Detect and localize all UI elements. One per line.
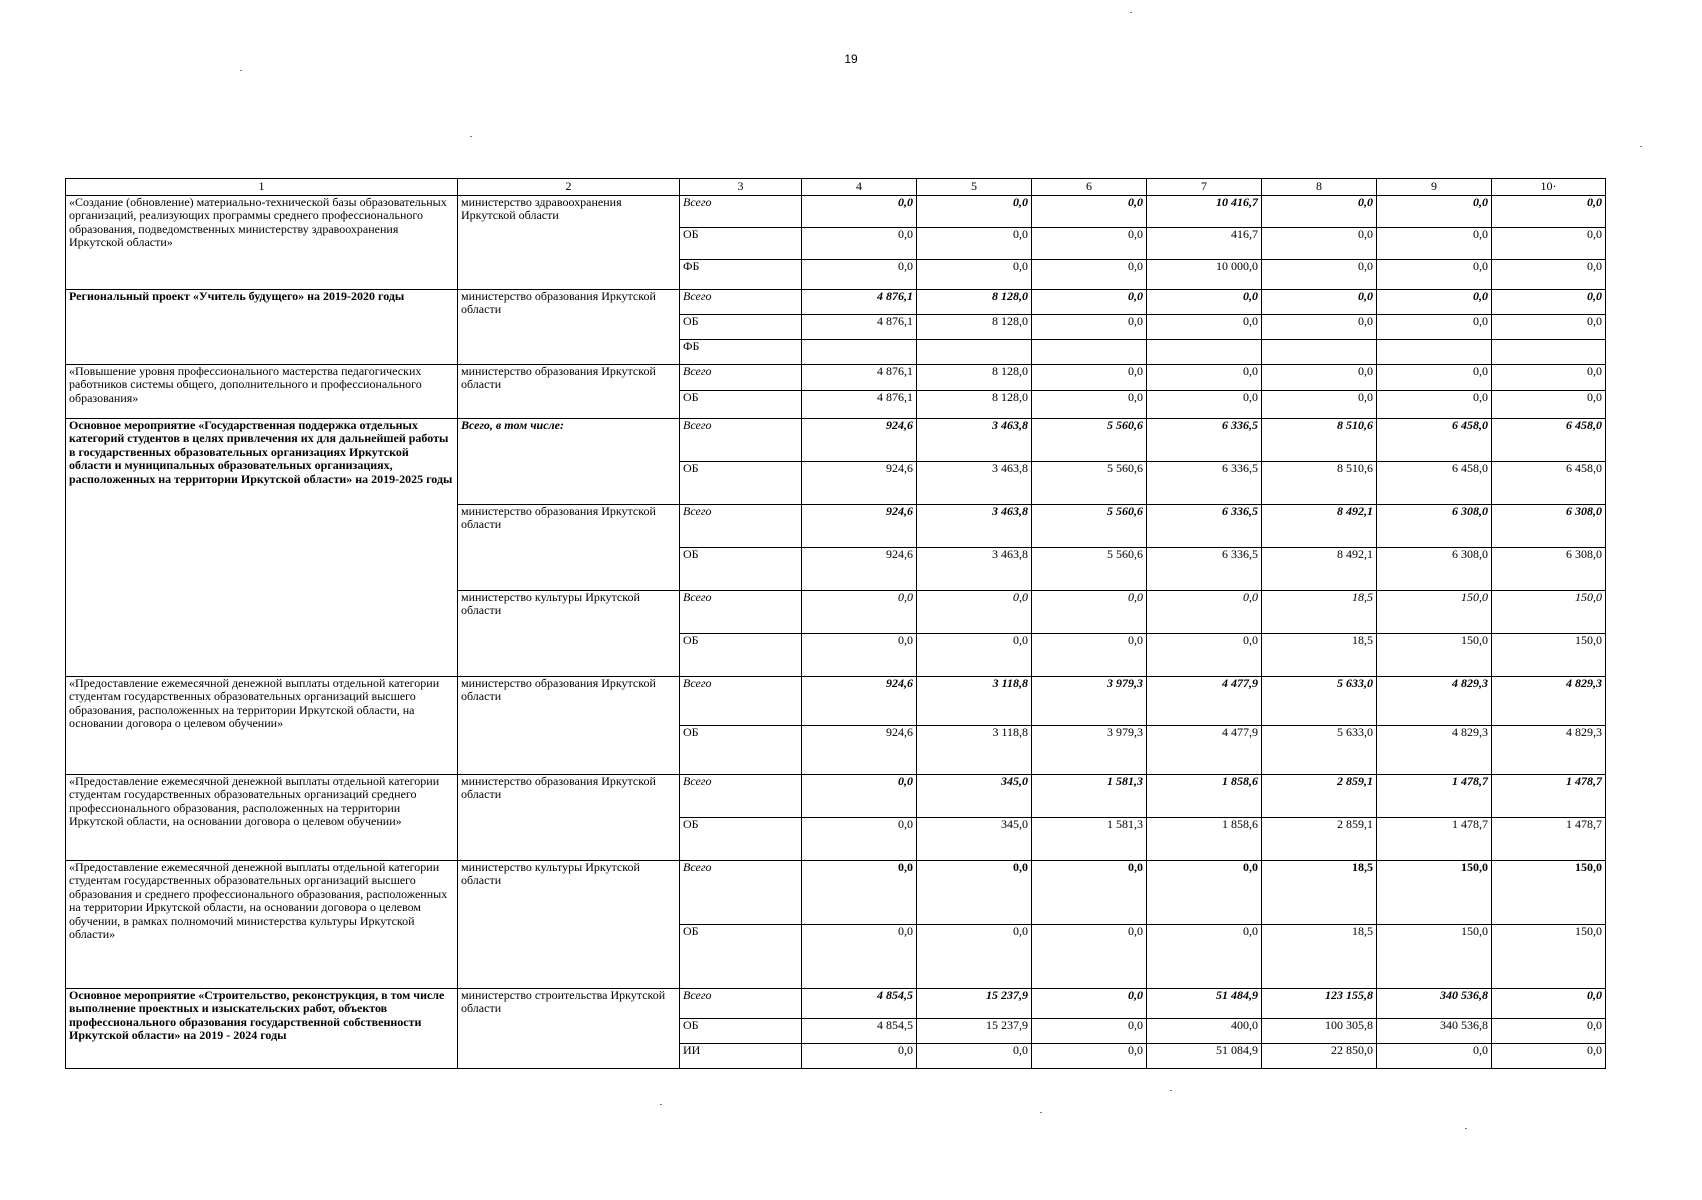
funding-type: Всего (680, 505, 802, 548)
value-cell: 150,0 (1492, 861, 1606, 925)
value-cell: 0,0 (917, 1044, 1032, 1069)
value-cell: 0,0 (1377, 365, 1492, 391)
value-cell: 0,0 (1262, 260, 1377, 290)
value-cell: 3 118,8 (917, 677, 1032, 726)
executor-name: министерство образования Иркутской области (458, 365, 680, 419)
value-cell: 51 484,9 (1147, 989, 1262, 1019)
value-cell: 8 510,6 (1262, 462, 1377, 505)
value-cell: 5 560,6 (1032, 548, 1147, 591)
table-row (66, 861, 1606, 925)
value-cell: 3 463,8 (917, 419, 1032, 462)
activity-name: Региональный проект «Учитель будущего» на 2019-2020 годы (66, 290, 458, 365)
value-cell: 0,0 (1262, 315, 1377, 340)
value-cell: 0,0 (1492, 290, 1606, 315)
funding-type: ОБ (680, 925, 802, 989)
value-cell: 4 876,1 (802, 315, 917, 340)
value-cell: 4 876,1 (802, 391, 917, 419)
activity-name: «Предоставление ежемесячной денежной выплаты отдельной категории студентам государственных образовательных организаций среднего профессионального образования, расположенных на территории Иркутской области, на основании договора о целевом обучении» (66, 775, 458, 861)
value-cell: 8 492,1 (1262, 548, 1377, 591)
value-cell: 924,6 (802, 677, 917, 726)
activity-name: Основное мероприятие «Государственная поддержка отдельных категорий студентов в целях привлечения их для дальнейшей работы в государственных образовательных организациях Иркутской области и муниципальных образовательных организациях, расположенных на территории Иркутской области» на 2019-2025 годы (66, 419, 458, 677)
value-cell: 0,0 (1147, 591, 1262, 634)
value-cell: 8 128,0 (917, 290, 1032, 315)
funding-type: ОБ (680, 634, 802, 677)
activity-name: «Предоставление ежемесячной денежной выплаты отдельной категории студентам государственных образовательных организаций высшего образования, расположенных на территории Иркутской области, на основании договора о целевом обучении» (66, 677, 458, 775)
value-cell (802, 340, 917, 365)
value-cell: 340 536,8 (1377, 989, 1492, 1019)
value-cell: 0,0 (1492, 228, 1606, 260)
value-cell: 0,0 (1032, 391, 1147, 419)
value-cell: 3 979,3 (1032, 726, 1147, 775)
value-cell: 4 876,1 (802, 290, 917, 315)
executor-name: министерство образования Иркутской области (458, 290, 680, 365)
scan-speck (1170, 1090, 1172, 1091)
table-row (66, 677, 1606, 726)
value-cell: 150,0 (1492, 925, 1606, 989)
value-cell: 0,0 (1147, 634, 1262, 677)
funding-type: Всего (680, 591, 802, 634)
value-cell: 6 458,0 (1492, 419, 1606, 462)
value-cell: 3 979,3 (1032, 677, 1147, 726)
value-cell: 100 305,8 (1262, 1019, 1377, 1044)
value-cell (917, 340, 1032, 365)
funding-type: Всего (680, 365, 802, 391)
scan-speck (1040, 1112, 1042, 1113)
table-row (66, 290, 1606, 315)
header-cell: 3 (680, 179, 802, 196)
funding-type: Всего (680, 677, 802, 726)
value-cell: 0,0 (1032, 196, 1147, 228)
value-cell: 1 858,6 (1147, 775, 1262, 818)
header-cell: 5 (917, 179, 1032, 196)
value-cell: 0,0 (1032, 290, 1147, 315)
value-cell: 1 478,7 (1492, 775, 1606, 818)
value-cell: 0,0 (1262, 290, 1377, 315)
value-cell: 0,0 (1377, 290, 1492, 315)
value-cell: 4 829,3 (1492, 677, 1606, 726)
value-cell: 0,0 (802, 1044, 917, 1069)
executor-name: министерство культуры Иркутской области (458, 591, 680, 677)
value-cell: 10 416,7 (1147, 196, 1262, 228)
value-cell: 0,0 (802, 925, 917, 989)
header-cell: 10· (1492, 179, 1606, 196)
value-cell: 416,7 (1147, 228, 1262, 260)
table-row (66, 775, 1606, 818)
value-cell: 5 633,0 (1262, 726, 1377, 775)
value-cell: 1 478,7 (1377, 818, 1492, 861)
value-cell: 2 859,1 (1262, 775, 1377, 818)
value-cell: 4 477,9 (1147, 677, 1262, 726)
value-cell: 8 128,0 (917, 365, 1032, 391)
value-cell: 345,0 (917, 818, 1032, 861)
scan-speck (1130, 12, 1132, 13)
value-cell: 6 458,0 (1377, 419, 1492, 462)
value-cell: 5 560,6 (1032, 419, 1147, 462)
value-cell: 8 128,0 (917, 391, 1032, 419)
value-cell: 18,5 (1262, 925, 1377, 989)
value-cell: 0,0 (917, 228, 1032, 260)
funding-type: ФБ (680, 260, 802, 290)
value-cell: 10 000,0 (1147, 260, 1262, 290)
value-cell: 150,0 (1377, 925, 1492, 989)
funding-type: ОБ (680, 391, 802, 419)
value-cell: 0,0 (917, 196, 1032, 228)
value-cell: 150,0 (1377, 591, 1492, 634)
value-cell: 4 829,3 (1377, 677, 1492, 726)
header-cell: 1 (66, 179, 458, 196)
value-cell: 4 854,5 (802, 989, 917, 1019)
value-cell: 0,0 (917, 634, 1032, 677)
value-cell: 8 492,1 (1262, 505, 1377, 548)
table-row (66, 419, 1606, 462)
value-cell: 18,5 (1262, 634, 1377, 677)
value-cell: 0,0 (802, 818, 917, 861)
value-cell: 8 128,0 (917, 315, 1032, 340)
value-cell (1147, 340, 1262, 365)
value-cell: 0,0 (1492, 365, 1606, 391)
value-cell: 1 581,3 (1032, 775, 1147, 818)
funding-type: Всего (680, 419, 802, 462)
executor-name: министерство строительства Иркутской области (458, 989, 680, 1069)
value-cell: 0,0 (1147, 315, 1262, 340)
funding-type: Всего (680, 989, 802, 1019)
funding-type: Всего (680, 861, 802, 925)
header-cell: 6 (1032, 179, 1147, 196)
header-cell: 8 (1262, 179, 1377, 196)
value-cell: 6 308,0 (1377, 548, 1492, 591)
value-cell: 5 560,6 (1032, 462, 1147, 505)
value-cell: 0,0 (1377, 196, 1492, 228)
value-cell: 0,0 (802, 861, 917, 925)
value-cell: 1 858,6 (1147, 818, 1262, 861)
executor-name: министерство образования Иркутской области (458, 775, 680, 861)
funding-type: Всего (680, 196, 802, 228)
executor-name: министерство здравоохранения Иркутской области (458, 196, 680, 290)
value-cell: 0,0 (1147, 290, 1262, 315)
value-cell: 6 336,5 (1147, 548, 1262, 591)
value-cell: 6 458,0 (1492, 462, 1606, 505)
value-cell: 0,0 (1147, 925, 1262, 989)
budget-table (65, 178, 1606, 1069)
scan-speck (660, 1104, 662, 1105)
value-cell: 0,0 (1492, 1044, 1606, 1069)
executor-name: министерство культуры Иркутской области (458, 861, 680, 989)
value-cell (1032, 340, 1147, 365)
executor-name: министерство образования Иркутской области (458, 677, 680, 775)
table-row (66, 365, 1606, 391)
value-cell: 0,0 (1492, 196, 1606, 228)
funding-type: Всего (680, 290, 802, 315)
value-cell: 6 308,0 (1492, 505, 1606, 548)
value-cell: 8 510,6 (1262, 419, 1377, 462)
header-cell: 2 (458, 179, 680, 196)
scan-speck (470, 136, 472, 137)
funding-type: ОБ (680, 228, 802, 260)
value-cell: 4 829,3 (1377, 726, 1492, 775)
executor-name: министерство образования Иркутской области (458, 505, 680, 591)
value-cell: 1 478,7 (1492, 818, 1606, 861)
value-cell: 18,5 (1262, 861, 1377, 925)
value-cell: 0,0 (1032, 634, 1147, 677)
value-cell: 0,0 (917, 861, 1032, 925)
value-cell: 3 463,8 (917, 462, 1032, 505)
value-cell: 0,0 (1032, 315, 1147, 340)
value-cell: 123 155,8 (1262, 989, 1377, 1019)
value-cell: 6 308,0 (1377, 505, 1492, 548)
value-cell: 150,0 (1492, 591, 1606, 634)
scan-speck (1465, 1128, 1467, 1129)
table-row (66, 196, 1606, 228)
value-cell: 0,0 (802, 196, 917, 228)
value-cell: 0,0 (802, 591, 917, 634)
value-cell: 6 336,5 (1147, 505, 1262, 548)
value-cell: 0,0 (802, 228, 917, 260)
value-cell: 1 581,3 (1032, 818, 1147, 861)
funding-type: ИИ (680, 1044, 802, 1069)
value-cell: 22 850,0 (1262, 1044, 1377, 1069)
value-cell: 0,0 (1032, 228, 1147, 260)
value-cell: 4 477,9 (1147, 726, 1262, 775)
value-cell: 924,6 (802, 548, 917, 591)
value-cell: 6 336,5 (1147, 419, 1262, 462)
value-cell: 3 463,8 (917, 548, 1032, 591)
value-cell: 6 336,5 (1147, 462, 1262, 505)
scan-speck (240, 70, 242, 71)
page-number: 19 (844, 52, 858, 66)
value-cell: 924,6 (802, 505, 917, 548)
funding-type: Всего (680, 775, 802, 818)
value-cell: 0,0 (1492, 315, 1606, 340)
value-cell: 0,0 (1032, 861, 1147, 925)
value-cell: 924,6 (802, 419, 917, 462)
value-cell: 150,0 (1377, 861, 1492, 925)
value-cell: 0,0 (1492, 1019, 1606, 1044)
value-cell: 18,5 (1262, 591, 1377, 634)
value-cell: 0,0 (1032, 925, 1147, 989)
value-cell: 4 829,3 (1492, 726, 1606, 775)
value-cell: 0,0 (1492, 391, 1606, 419)
value-cell: 6 308,0 (1492, 548, 1606, 591)
value-cell: 2 859,1 (1262, 818, 1377, 861)
value-cell: 0,0 (802, 775, 917, 818)
value-cell: 1 478,7 (1377, 775, 1492, 818)
value-cell: 15 237,9 (917, 989, 1032, 1019)
value-cell: 0,0 (1377, 228, 1492, 260)
value-cell: 0,0 (1032, 365, 1147, 391)
funding-type: ОБ (680, 548, 802, 591)
value-cell: 345,0 (917, 775, 1032, 818)
funding-type: ОБ (680, 1019, 802, 1044)
scan-speck (1640, 146, 1642, 147)
funding-type: ОБ (680, 462, 802, 505)
value-cell: 0,0 (1032, 1044, 1147, 1069)
value-cell: 15 237,9 (917, 1019, 1032, 1044)
value-cell: 3 118,8 (917, 726, 1032, 775)
value-cell: 0,0 (1377, 1044, 1492, 1069)
value-cell: 0,0 (917, 591, 1032, 634)
value-cell (1492, 340, 1606, 365)
value-cell: 3 463,8 (917, 505, 1032, 548)
funding-type: ФБ (680, 340, 802, 365)
value-cell: 0,0 (1377, 315, 1492, 340)
funding-type: ОБ (680, 726, 802, 775)
value-cell: 150,0 (1377, 634, 1492, 677)
header-row (66, 179, 1606, 196)
value-cell: 5 560,6 (1032, 505, 1147, 548)
funding-type: ОБ (680, 818, 802, 861)
value-cell: 51 084,9 (1147, 1044, 1262, 1069)
value-cell: 6 458,0 (1377, 462, 1492, 505)
value-cell: 400,0 (1147, 1019, 1262, 1044)
value-cell (1377, 340, 1492, 365)
value-cell: 5 633,0 (1262, 677, 1377, 726)
value-cell: 340 536,8 (1377, 1019, 1492, 1044)
table-row (66, 989, 1606, 1019)
value-cell: 0,0 (1032, 1019, 1147, 1044)
value-cell: 0,0 (1147, 391, 1262, 419)
value-cell: 0,0 (1032, 260, 1147, 290)
activity-name: Основное мероприятие «Строительство, реконструкция, в том числе выполнение проектных и изыскательских работ, объектов профессионального образования государственной собственности Иркутской области» на 2019 - 2024 годы (66, 989, 458, 1069)
value-cell: 0,0 (1492, 260, 1606, 290)
value-cell: 0,0 (1262, 365, 1377, 391)
value-cell: 0,0 (1262, 196, 1377, 228)
value-cell: 4 876,1 (802, 365, 917, 391)
value-cell: 0,0 (1032, 989, 1147, 1019)
activity-name: «Создание (обновление) материально-технической базы образовательных организаций, реализующих программы среднего профессионального образования, подведомственных министерству здравоохранения Иркутской области» (66, 196, 458, 290)
value-cell: 0,0 (1032, 591, 1147, 634)
value-cell: 0,0 (1262, 391, 1377, 419)
header-cell: 9 (1377, 179, 1492, 196)
value-cell: 0,0 (802, 634, 917, 677)
header-cell: 7 (1147, 179, 1262, 196)
value-cell: 924,6 (802, 462, 917, 505)
value-cell: 0,0 (1262, 228, 1377, 260)
activity-name: «Повышение уровня профессионального мастерства педагогических работников системы общего, дополнительного и профессионального образования» (66, 365, 458, 419)
header-cell: 4 (802, 179, 917, 196)
value-cell: 0,0 (917, 260, 1032, 290)
funding-type: ОБ (680, 315, 802, 340)
value-cell: 0,0 (1377, 391, 1492, 419)
value-cell: 0,0 (1147, 861, 1262, 925)
value-cell (1262, 340, 1377, 365)
value-cell: 0,0 (802, 260, 917, 290)
value-cell: 150,0 (1492, 634, 1606, 677)
value-cell: 0,0 (1377, 260, 1492, 290)
value-cell: 0,0 (917, 925, 1032, 989)
value-cell: 0,0 (1492, 989, 1606, 1019)
value-cell: 924,6 (802, 726, 917, 775)
executor-name: Всего, в том числе: (458, 419, 680, 505)
value-cell: 4 854,5 (802, 1019, 917, 1044)
value-cell: 0,0 (1147, 365, 1262, 391)
activity-name: «Предоставление ежемесячной денежной выплаты отдельной категории студентам государственных образовательных организаций высшего образования и среднего профессионального образования, расположенных на территории Иркутской области, на основании договора о целевом обучении, в рамках полномочий министерства культуры Иркутской области» (66, 861, 458, 989)
